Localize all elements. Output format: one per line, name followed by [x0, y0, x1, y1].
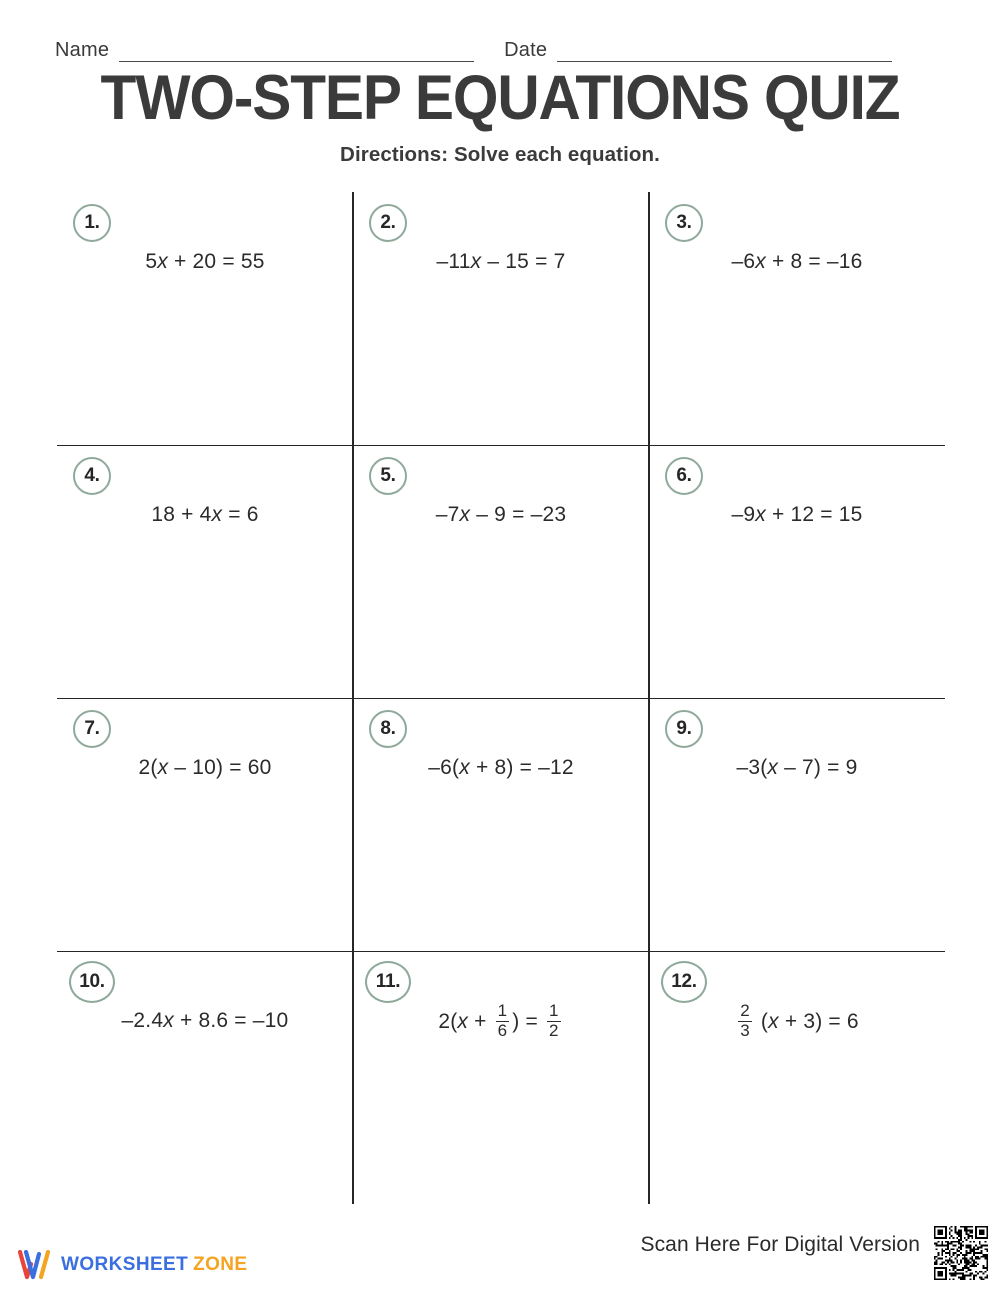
problem-2	[353, 192, 649, 445]
name-date-row	[55, 30, 945, 62]
problem-cell	[57, 951, 353, 1204]
problem-number-badge: 10.	[69, 961, 115, 1003]
scan-group	[640, 1222, 992, 1284]
problem-1	[57, 192, 353, 445]
problem-number-badge: 11.	[365, 961, 411, 1003]
name-label: Name	[55, 39, 110, 61]
equation-variable: x	[459, 756, 470, 779]
fraction-numerator: 2	[740, 1001, 750, 1020]
problem-3	[649, 192, 945, 445]
problem-number-badge: 9.	[665, 710, 703, 748]
equation-variable: x	[459, 503, 471, 526]
brand-word-zone: ZONE	[193, 1254, 248, 1275]
brand-wordmark	[61, 1254, 248, 1276]
problem-equation	[57, 1003, 353, 1039]
problem-number-badge: 8.	[369, 710, 407, 748]
footer	[0, 1208, 1000, 1294]
equation-text: +	[468, 1009, 493, 1033]
equation-text: – 9 = –23	[470, 503, 567, 526]
problem-number-badge: 5.	[369, 457, 407, 495]
date-label: Date	[504, 39, 548, 61]
page-title: TWO-STEP EQUATIONS QUIZ	[100, 63, 900, 133]
problem-10	[57, 951, 353, 1204]
problem-8	[353, 698, 649, 951]
problem-equation	[649, 244, 945, 280]
equation-text: – 10) = 60	[168, 756, 272, 779]
worksheet-zone-mark-icon	[18, 1250, 52, 1280]
equation-text: + 8.6 = –10	[173, 1009, 289, 1032]
equation-variable: x	[157, 756, 169, 779]
problem-equation	[649, 1003, 945, 1041]
problem-cell	[649, 951, 945, 1204]
problem-6	[649, 445, 945, 698]
equation-variable: x	[163, 1009, 174, 1032]
problem-cell	[57, 192, 353, 445]
equation-text: + 12 = 15	[765, 503, 863, 526]
equation-text: + 3) = 6	[778, 1009, 859, 1033]
problem-number-badge: 6.	[665, 457, 703, 495]
problem-cell	[353, 698, 649, 951]
date-write-line[interactable]	[557, 61, 892, 62]
problem-equation	[57, 497, 353, 533]
problem-cell	[57, 445, 353, 698]
equation-text: ) =	[512, 1009, 545, 1033]
equation-text: –6(	[428, 756, 460, 779]
problem-cell	[649, 192, 945, 445]
problem-cell	[353, 192, 649, 445]
equation-text: –9	[731, 503, 756, 526]
fraction	[496, 1002, 510, 1040]
problem-11	[353, 951, 649, 1204]
equation-text: 5	[145, 250, 158, 273]
equation-variable: x	[470, 250, 482, 273]
qr-code-icon[interactable]	[930, 1222, 992, 1284]
name-write-line[interactable]	[119, 61, 474, 62]
fraction-numerator: 1	[549, 1001, 559, 1020]
equation-text: –11	[436, 250, 471, 273]
problem-equation	[57, 244, 353, 280]
fraction-denominator: 6	[497, 1020, 508, 1040]
problem-number-badge: 3.	[665, 204, 703, 242]
problem-7	[57, 698, 353, 951]
equation-variable: x	[457, 1009, 469, 1033]
fraction-denominator: 2	[549, 1020, 559, 1040]
problem-number-badge: 12.	[661, 961, 707, 1003]
problem-cell	[57, 698, 353, 951]
equation-variable: x	[755, 503, 766, 526]
equation-text: + 20 = 55	[168, 250, 265, 273]
equation-text: 2(	[138, 756, 158, 779]
equation-text: 18 + 4	[151, 503, 212, 526]
problem-cell	[649, 445, 945, 698]
fraction-denominator: 3	[740, 1020, 750, 1040]
problem-5	[353, 445, 649, 698]
equation-text: –6	[731, 250, 756, 273]
equation-text: (	[754, 1009, 769, 1033]
equation-text: 2(	[438, 1009, 458, 1033]
equation-variable: x	[767, 756, 779, 779]
worksheet-zone-logo[interactable]	[18, 1250, 248, 1280]
problem-row	[57, 951, 945, 1204]
scan-label: Scan Here For Digital Version	[640, 1233, 920, 1256]
fraction	[547, 1002, 561, 1040]
equation-text: –2.4	[121, 1009, 164, 1032]
problem-equation	[649, 750, 945, 786]
equation-variable: x	[768, 1009, 779, 1033]
problem-equation	[353, 244, 649, 280]
equation-variable: x	[755, 250, 766, 273]
problem-number-badge: 7.	[73, 710, 111, 748]
problem-equation	[57, 750, 353, 786]
equation-text: + 8 = –16	[765, 250, 863, 273]
problem-cell	[353, 445, 649, 698]
problem-equation	[353, 750, 649, 786]
brand-word-worksheet: WORKSHEET	[61, 1254, 189, 1275]
equation-text: –7	[435, 503, 460, 526]
problem-row	[57, 698, 945, 951]
problem-grid	[57, 192, 945, 1204]
equation-text: – 7) = 9	[778, 756, 858, 779]
problem-number-badge: 4.	[73, 457, 111, 495]
equation-text: + 8) = –12	[469, 756, 574, 779]
problem-cell	[649, 698, 945, 951]
problem-12	[649, 951, 945, 1204]
equation-text: – 15 = 7	[481, 250, 566, 273]
problem-number-badge: 2.	[369, 204, 407, 242]
problem-cell	[353, 951, 649, 1204]
problem-row	[57, 192, 945, 445]
directions-text: Directions: Solve each equation.	[340, 143, 660, 166]
equation-variable: x	[211, 503, 223, 526]
equation-text: –3(	[736, 756, 768, 779]
problem-9	[649, 698, 945, 951]
fraction	[738, 1002, 752, 1040]
problem-equation	[649, 497, 945, 533]
fraction-numerator: 1	[497, 1001, 508, 1020]
problem-equation	[353, 1003, 649, 1041]
date-group	[504, 40, 892, 62]
problem-equation	[353, 497, 649, 533]
problem-4	[57, 445, 353, 698]
equation-variable: x	[157, 250, 168, 273]
problem-row	[57, 445, 945, 698]
equation-text: = 6	[222, 503, 259, 526]
problem-number-badge: 1.	[73, 204, 111, 242]
